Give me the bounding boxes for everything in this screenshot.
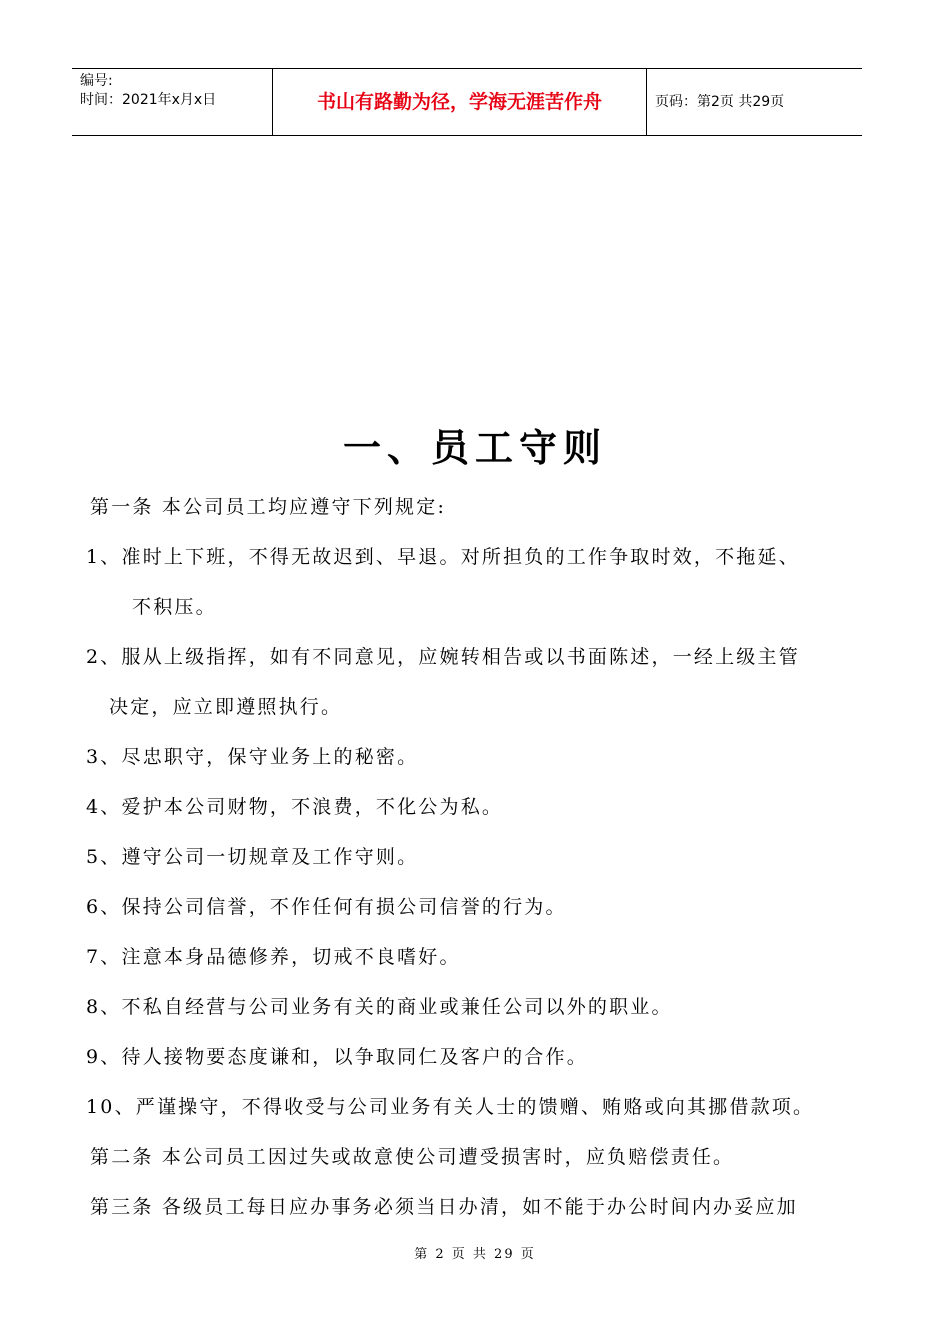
rule-3: 3、尽忠职守，保守业务上的秘密。: [86, 746, 419, 768]
rule-5: 5、遵守公司一切规章及工作守则。: [86, 846, 419, 868]
article-2: 第二条 本公司员工因过失或故意使公司遭受损害时，应负赔偿责任。: [90, 1146, 735, 1168]
document-number-label: 编号:: [80, 73, 113, 89]
rule-1-continued: 不积压。: [132, 596, 217, 618]
header-meta-cell: [72, 69, 273, 135]
rule-1: 1、准时上下班，不得无故迟到、早退。对所担负的工作争取时效，不拖延、: [86, 546, 800, 568]
document-header: [72, 68, 862, 136]
rule-4: 4、爱护本公司财物，不浪费，不化公为私。: [86, 796, 504, 818]
rule-9: 9、待人接物要态度谦和，以争取同仁及客户的合作。: [86, 1046, 588, 1068]
rule-6: 6、保持公司信誉，不作任何有损公司信誉的行为。: [86, 896, 567, 918]
article-3: 第三条 各级员工每日应办事务必须当日办清，如不能于办公时间内办妥应加: [90, 1196, 798, 1218]
rule-10: 10、严谨操守，不得收受与公司业务有关人士的馈赠、贿赂或向其挪借款项。: [86, 1096, 815, 1118]
document-date: 时间：2021年x月x日: [80, 92, 217, 108]
rule-7: 7、注意本身品德修养，切戒不良嗜好。: [86, 946, 461, 968]
page-title: 一、员工守则: [342, 426, 607, 470]
header-page-info: 页码：第2页 共29页: [655, 94, 785, 110]
page-footer: 第 2 页 共 29 页: [414, 1247, 536, 1262]
rule-8: 8、不私自经营与公司业务有关的商业或兼任公司以外的职业。: [86, 996, 673, 1018]
header-motto: 书山有路勤为径，学海无涯苦作舟: [273, 69, 647, 135]
article-1-heading: 第一条 本公司员工均应遵守下列规定:: [90, 496, 447, 518]
rule-2: 2、服从上级指挥，如有不同意见，应婉转相告或以书面陈述，一经上级主管: [86, 646, 800, 668]
rule-2-continued: 决定，应立即遵照执行。: [109, 696, 343, 718]
